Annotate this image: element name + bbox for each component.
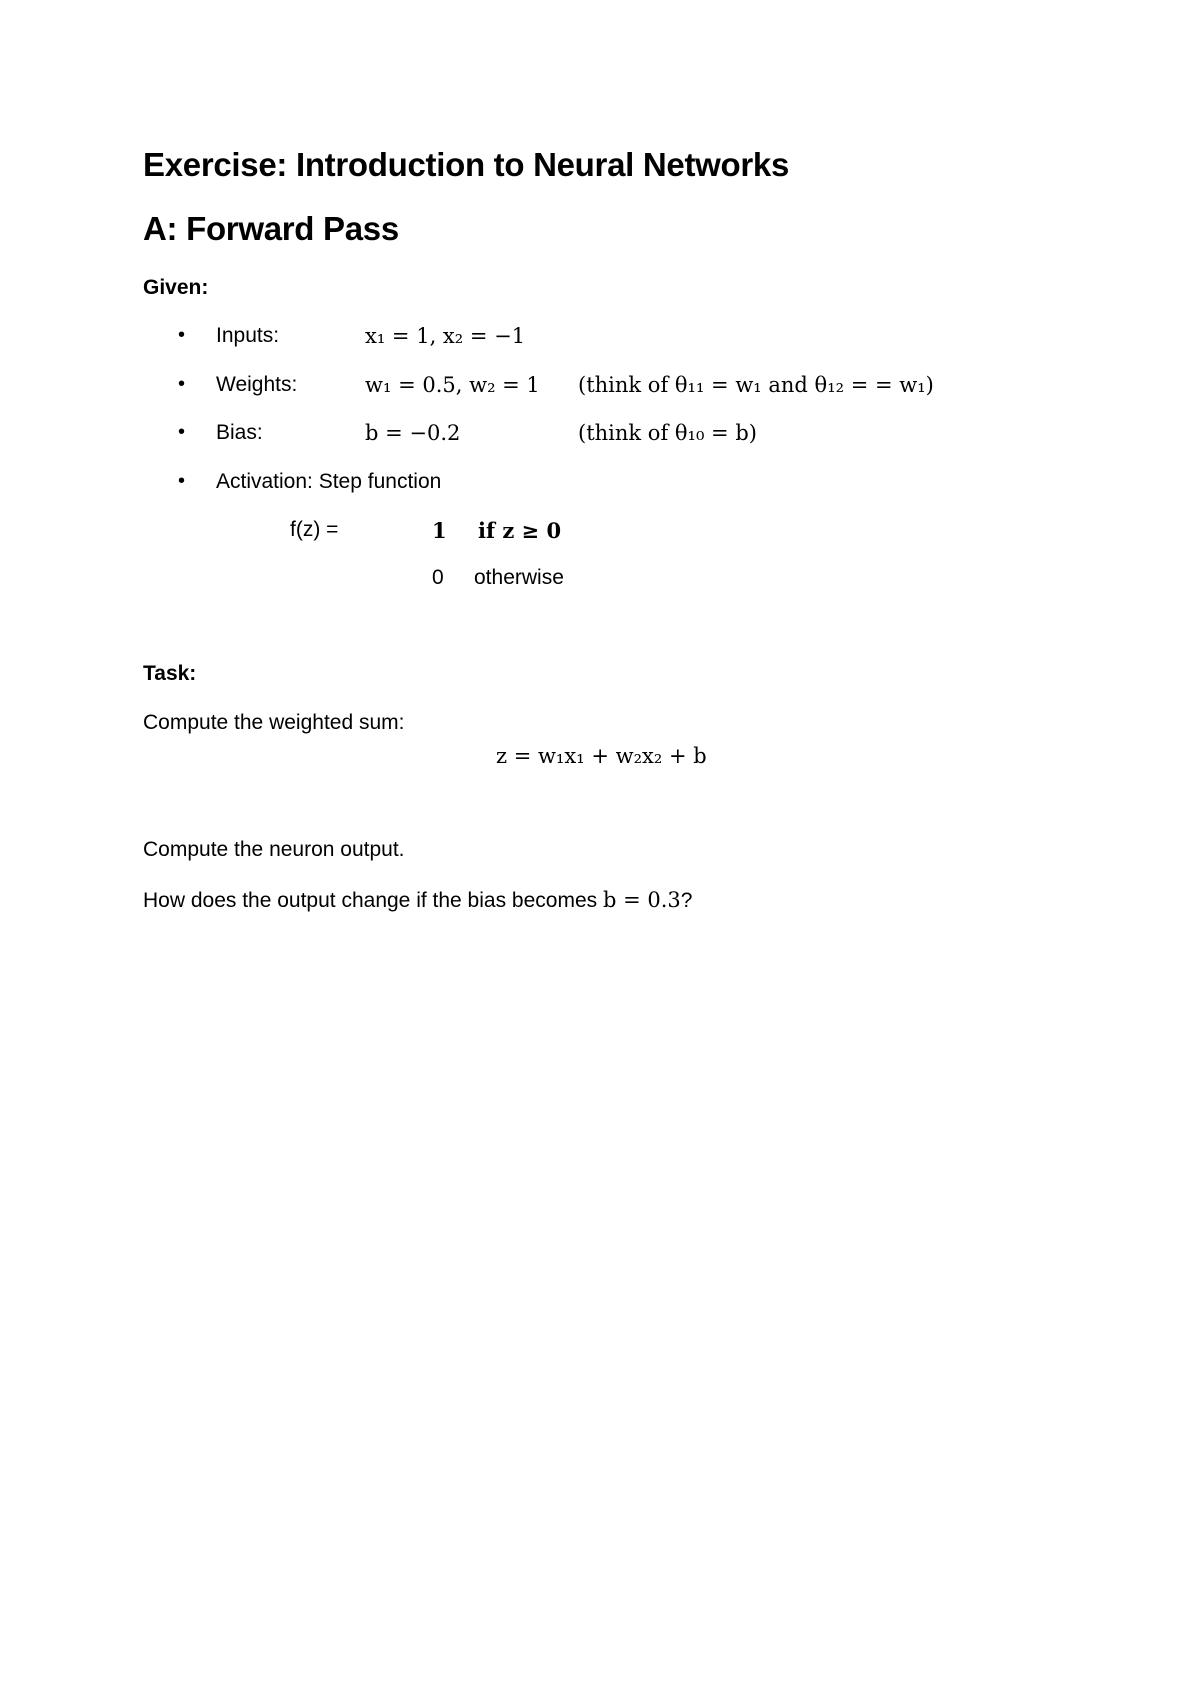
weights-expression: w₁ = 0.5, w₂ = 1	[365, 373, 540, 397]
bullet-icon: •	[178, 470, 186, 492]
bias-question-expression: b = 0.3	[602, 888, 681, 912]
bias-question-text: How does the output change if the bias becomes	[143, 889, 603, 912]
step-function-lhs: f(z) =	[290, 518, 339, 541]
inputs-expression: x₁ = 1, x₂ = −1	[365, 324, 526, 348]
inputs-label: Inputs:	[216, 324, 280, 347]
bias-note: (think of θ₁₀ = b)	[578, 421, 757, 445]
task-label: Task:	[143, 662, 197, 685]
task-neuron-output: Compute the neuron output.	[143, 838, 405, 861]
task-weighted-sum: Compute the weighted sum:	[143, 711, 405, 734]
step-case1-condition: if z ≥ 0	[478, 518, 562, 543]
weighted-sum-formula: z = w₁x₁ + w₂x₂ + b	[496, 744, 707, 768]
bullet-icon: •	[178, 373, 186, 395]
given-label: Given:	[143, 276, 209, 299]
section-heading: A: Forward Pass	[143, 210, 399, 247]
bullet-icon: •	[178, 421, 186, 443]
bias-expression: b = −0.2	[365, 421, 461, 445]
task-bias-question	[143, 888, 692, 913]
step-case2-value: 0	[432, 566, 444, 589]
step-case1-value: 1	[432, 518, 447, 543]
document-title: Exercise: Introduction to Neural Networks	[143, 146, 790, 183]
step-case2-condition: otherwise	[474, 566, 564, 589]
activation-label: Activation: Step function	[216, 470, 442, 493]
bias-label: Bias:	[216, 421, 263, 444]
weights-note: (think of θ₁₁ = w₁ and θ₁₂ = = w₁)	[578, 373, 934, 397]
weights-label: Weights:	[216, 373, 298, 396]
bias-question-mark: ?	[680, 889, 693, 912]
bullet-icon: •	[178, 324, 186, 346]
